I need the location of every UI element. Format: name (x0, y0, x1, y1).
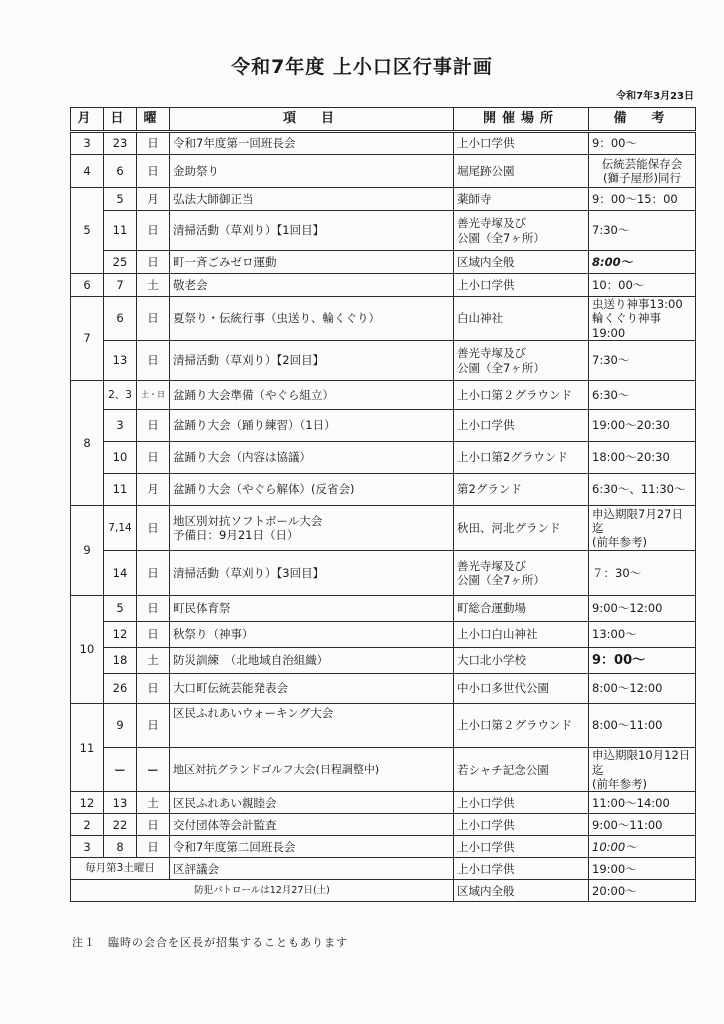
weekday-cell: 日 (137, 132, 170, 155)
note-cell: 6:30〜 (589, 381, 696, 410)
item-cell: 夏祭り・伝統行事（虫送り、輪くぐり） (170, 297, 454, 341)
table-row (71, 704, 696, 748)
note-cell (589, 297, 696, 341)
weekday-cell: 土 (137, 274, 170, 297)
day-cell: 25 (104, 251, 137, 274)
table-row (71, 506, 696, 551)
place-cell: 上小口第2グラウンド (454, 442, 589, 474)
place-cell (454, 211, 589, 251)
item-cell: 弘法大師御正当 (170, 188, 454, 211)
place-cell: 中小口多世代公園 (454, 674, 589, 704)
item-cell: 盆踊り大会準備（やぐら組立） (170, 381, 454, 410)
day-cell: 13 (104, 341, 137, 381)
note-cell: 8:00〜12:00 (589, 674, 696, 704)
day-cell: 3 (104, 410, 137, 442)
note-cell: 20:00〜 (589, 880, 696, 902)
weekday-cell: 日 (137, 211, 170, 251)
weekday-cell: 日 (137, 155, 170, 188)
note-cell: 9:00〜12:00 (589, 596, 696, 622)
note-cell: 10：00〜 (589, 274, 696, 297)
item-cell: 敬老会 (170, 274, 454, 297)
place-cell: 上小口学供 (454, 836, 589, 858)
patrol-label: 防犯パトロールは12月27日(土) (71, 880, 454, 902)
weekday-cell: 月 (137, 474, 170, 506)
note-cell: 7:30〜 (589, 341, 696, 381)
header-month: 月 (71, 108, 104, 132)
weekday-cell: 日 (137, 506, 170, 551)
day-cell: 11 (104, 211, 137, 251)
table-row (71, 858, 696, 880)
table-row (71, 410, 696, 442)
place-cell: 上小口第２グラウンド (454, 381, 589, 410)
weekday-cell: 土・日 (137, 381, 170, 410)
month-cell: 10 (71, 596, 104, 704)
table-row (71, 132, 696, 155)
note-cell: 6:30〜、11:30〜 (589, 474, 696, 506)
place-cell: 若シャチ記念公園 (454, 748, 589, 792)
place-cell: 町総合運動場 (454, 596, 589, 622)
note-line-1: 申込期限10月12日迄 (592, 748, 691, 777)
month-cell: 3 (71, 132, 104, 155)
place-line-2: 公園（全7ヶ所） (457, 230, 545, 245)
note-line-1: 申込期限7月27日迄 (592, 506, 683, 535)
note-cell (589, 155, 696, 188)
weekday-cell: 土 (137, 648, 170, 674)
note-line-1: 伝統芸能保存会 (601, 156, 683, 171)
weekday-cell: 日 (137, 341, 170, 381)
day-cell: ー (104, 748, 137, 792)
footnote: 注１ 臨時の会合を区長が招集することもあります (72, 936, 348, 949)
table-row (71, 188, 696, 211)
table-row (71, 155, 696, 188)
schedule-table (70, 107, 696, 902)
item-cell: 防災訓練 （北地域自治組織） (170, 648, 454, 674)
item-cell: 町一斉ごみゼロ運動 (170, 251, 454, 274)
day-cell: 8 (104, 836, 137, 858)
item-cell: 交付団体等会計監査 (170, 814, 454, 836)
weekday-cell: 日 (137, 442, 170, 474)
note-cell (589, 506, 696, 551)
day-cell: 12 (104, 622, 137, 648)
note-line-2: 輪くぐり神事19:00 (592, 311, 661, 340)
item-cell: 区評議会 (170, 858, 454, 880)
item-cell: 令和7年度第二回班長会 (170, 836, 454, 858)
weekday-cell: ー (137, 748, 170, 792)
table-row (71, 814, 696, 836)
table-row (71, 274, 696, 297)
day-cell: 6 (104, 297, 137, 341)
item-cell: 地区対抗グランドゴルフ大会(日程調整中) (170, 748, 454, 792)
note-cell: 19:00〜 (589, 858, 696, 880)
place-line-2: 公園（全7ヶ所） (457, 360, 545, 375)
item-cell: 盆踊り大会（やぐら解体）(反省会) (170, 474, 454, 506)
table-row (71, 648, 696, 674)
table-row (71, 880, 696, 902)
place-cell: 上小口学供 (454, 410, 589, 442)
item-cell: 金助祭り (170, 155, 454, 188)
weekday-cell: 日 (137, 551, 170, 596)
day-cell: 7 (104, 274, 137, 297)
table-row (71, 622, 696, 648)
place-cell: 堀尾跡公園 (454, 155, 589, 188)
table-row (71, 596, 696, 622)
place-cell: 上小口学供 (454, 858, 589, 880)
header-note: 備 考 (589, 108, 696, 132)
month-cell: 4 (71, 155, 104, 188)
header-place: 開催場所 (454, 108, 589, 132)
day-cell: 26 (104, 674, 137, 704)
place-cell: 第2グランド (454, 474, 589, 506)
place-cell: 秋田、河北グランド (454, 506, 589, 551)
weekday-cell: 日 (137, 836, 170, 858)
month-cell: 7 (71, 297, 104, 381)
place-line-1: 善光寺塚及び (457, 558, 526, 573)
item-cell: 清掃活動（草刈り）【1回目】 (170, 211, 454, 251)
item-line-1: 地区別対抗ソフトボール大会 (173, 513, 323, 528)
note-cell: 9：00〜15：00 (589, 188, 696, 211)
item-cell: 盆踊り大会（踊り練習）（1日） (170, 410, 454, 442)
item-cell: 区民ふれあい親睦会 (170, 792, 454, 814)
place-cell (454, 341, 589, 381)
note-cell: 18:00〜20:30 (589, 442, 696, 474)
place-cell: 上小口学供 (454, 274, 589, 297)
place-cell: 上小口学供 (454, 792, 589, 814)
monthly-label: 毎月第3土曜日 (71, 858, 170, 880)
weekday-cell: 土 (137, 792, 170, 814)
item-line-2: 予備日：9月21日（日） (173, 528, 299, 543)
item-cell: 盆踊り大会（内容は協議） (170, 442, 454, 474)
day-cell: 11 (104, 474, 137, 506)
place-cell: 上小口白山神社 (454, 622, 589, 648)
note-line-1: 虫送り神事13:00 (592, 297, 683, 311)
header-item: 項 目 (170, 108, 454, 132)
day-cell: 14 (104, 551, 137, 596)
item-cell: 秋祭り（神事） (170, 622, 454, 648)
table-row (71, 748, 696, 792)
place-cell: 大口北小学校 (454, 648, 589, 674)
place-cell: 白山神社 (454, 297, 589, 341)
note-cell: 9:00〜11:00 (589, 814, 696, 836)
day-cell: 5 (104, 188, 137, 211)
month-cell: 8 (71, 381, 104, 506)
table-row (71, 381, 696, 410)
weekday-cell: 日 (137, 622, 170, 648)
note-cell: 9：00〜 (589, 648, 696, 674)
item-cell (170, 506, 454, 551)
month-cell: 9 (71, 506, 104, 596)
weekday-cell: 日 (137, 814, 170, 836)
note-cell: ７：30〜 (589, 551, 696, 596)
day-cell: 6 (104, 155, 137, 188)
day-cell: 23 (104, 132, 137, 155)
table-row (71, 211, 696, 251)
day-cell: 18 (104, 648, 137, 674)
note-cell: 8:00〜11:00 (589, 704, 696, 748)
month-cell: 2 (71, 814, 104, 836)
place-line-2: 公園（全7ヶ所） (457, 573, 545, 588)
place-cell: 区域内全般 (454, 880, 589, 902)
table-row (71, 551, 696, 596)
table-row (71, 442, 696, 474)
place-cell: 上小口第２グラウンド (454, 704, 589, 748)
table-row (71, 474, 696, 506)
table-row (71, 674, 696, 704)
weekday-cell: 月 (137, 188, 170, 211)
month-cell: 5 (71, 188, 104, 274)
note-cell: 9：00〜 (589, 132, 696, 155)
document-title: 令和7年度 上小口区行事計画 (231, 56, 493, 78)
day-cell: 9 (104, 704, 137, 748)
note-line-2: (前年参考) (592, 776, 647, 791)
weekday-cell: 日 (137, 251, 170, 274)
day-cell: 10 (104, 442, 137, 474)
month-cell: 6 (71, 274, 104, 297)
note-line-2: (獅子屋形)同行 (603, 171, 681, 185)
note-cell: 11:00〜14:00 (589, 792, 696, 814)
place-cell: 薬師寺 (454, 188, 589, 211)
note-cell: 13:00〜 (589, 622, 696, 648)
day-cell: 7,14 (104, 506, 137, 551)
note-cell: 10:00〜 (589, 836, 696, 858)
table-row (71, 251, 696, 274)
month-cell: 12 (71, 792, 104, 814)
place-line-1: 善光寺塚及び (457, 216, 526, 231)
item-cell: 令和7年度第一回班長会 (170, 132, 454, 155)
day-cell: 13 (104, 792, 137, 814)
place-cell: 上小口学供 (454, 814, 589, 836)
note-line-2: (前年参考) (592, 535, 647, 550)
day-cell: 2、3 (104, 381, 137, 410)
header-day: 日 (104, 108, 137, 132)
place-cell: 上小口学供 (454, 132, 589, 155)
weekday-cell: 日 (137, 410, 170, 442)
note-cell: 19:00〜20:30 (589, 410, 696, 442)
place-cell: 区域内全般 (454, 251, 589, 274)
item-cell: 清掃活動（草刈り）【3回目】 (170, 551, 454, 596)
weekday-cell: 日 (137, 704, 170, 748)
table-header-row (71, 108, 696, 132)
weekday-cell: 日 (137, 674, 170, 704)
month-cell: 11 (71, 704, 104, 792)
item-cell: 大口町伝統芸能発表会 (170, 674, 454, 704)
document-date: 令和7年3月23日 (616, 91, 694, 102)
weekday-cell: 日 (137, 596, 170, 622)
item-cell: 町民体育祭 (170, 596, 454, 622)
header-weekday: 曜 (137, 108, 170, 132)
month-cell: 3 (71, 836, 104, 858)
day-cell: 22 (104, 814, 137, 836)
day-cell: 5 (104, 596, 137, 622)
place-cell (454, 551, 589, 596)
table-row (71, 341, 696, 381)
note-cell (589, 748, 696, 792)
item-cell: 清掃活動（草刈り）【2回目】 (170, 341, 454, 381)
note-cell: 8:00〜 (589, 251, 696, 274)
item-cell: 区民ふれあいウォーキング大会 (170, 704, 454, 748)
weekday-cell: 日 (137, 297, 170, 341)
note-cell: 7:30〜 (589, 211, 696, 251)
table-row (71, 836, 696, 858)
table-row (71, 297, 696, 341)
table-row (71, 792, 696, 814)
place-line-1: 善光寺塚及び (457, 346, 526, 361)
